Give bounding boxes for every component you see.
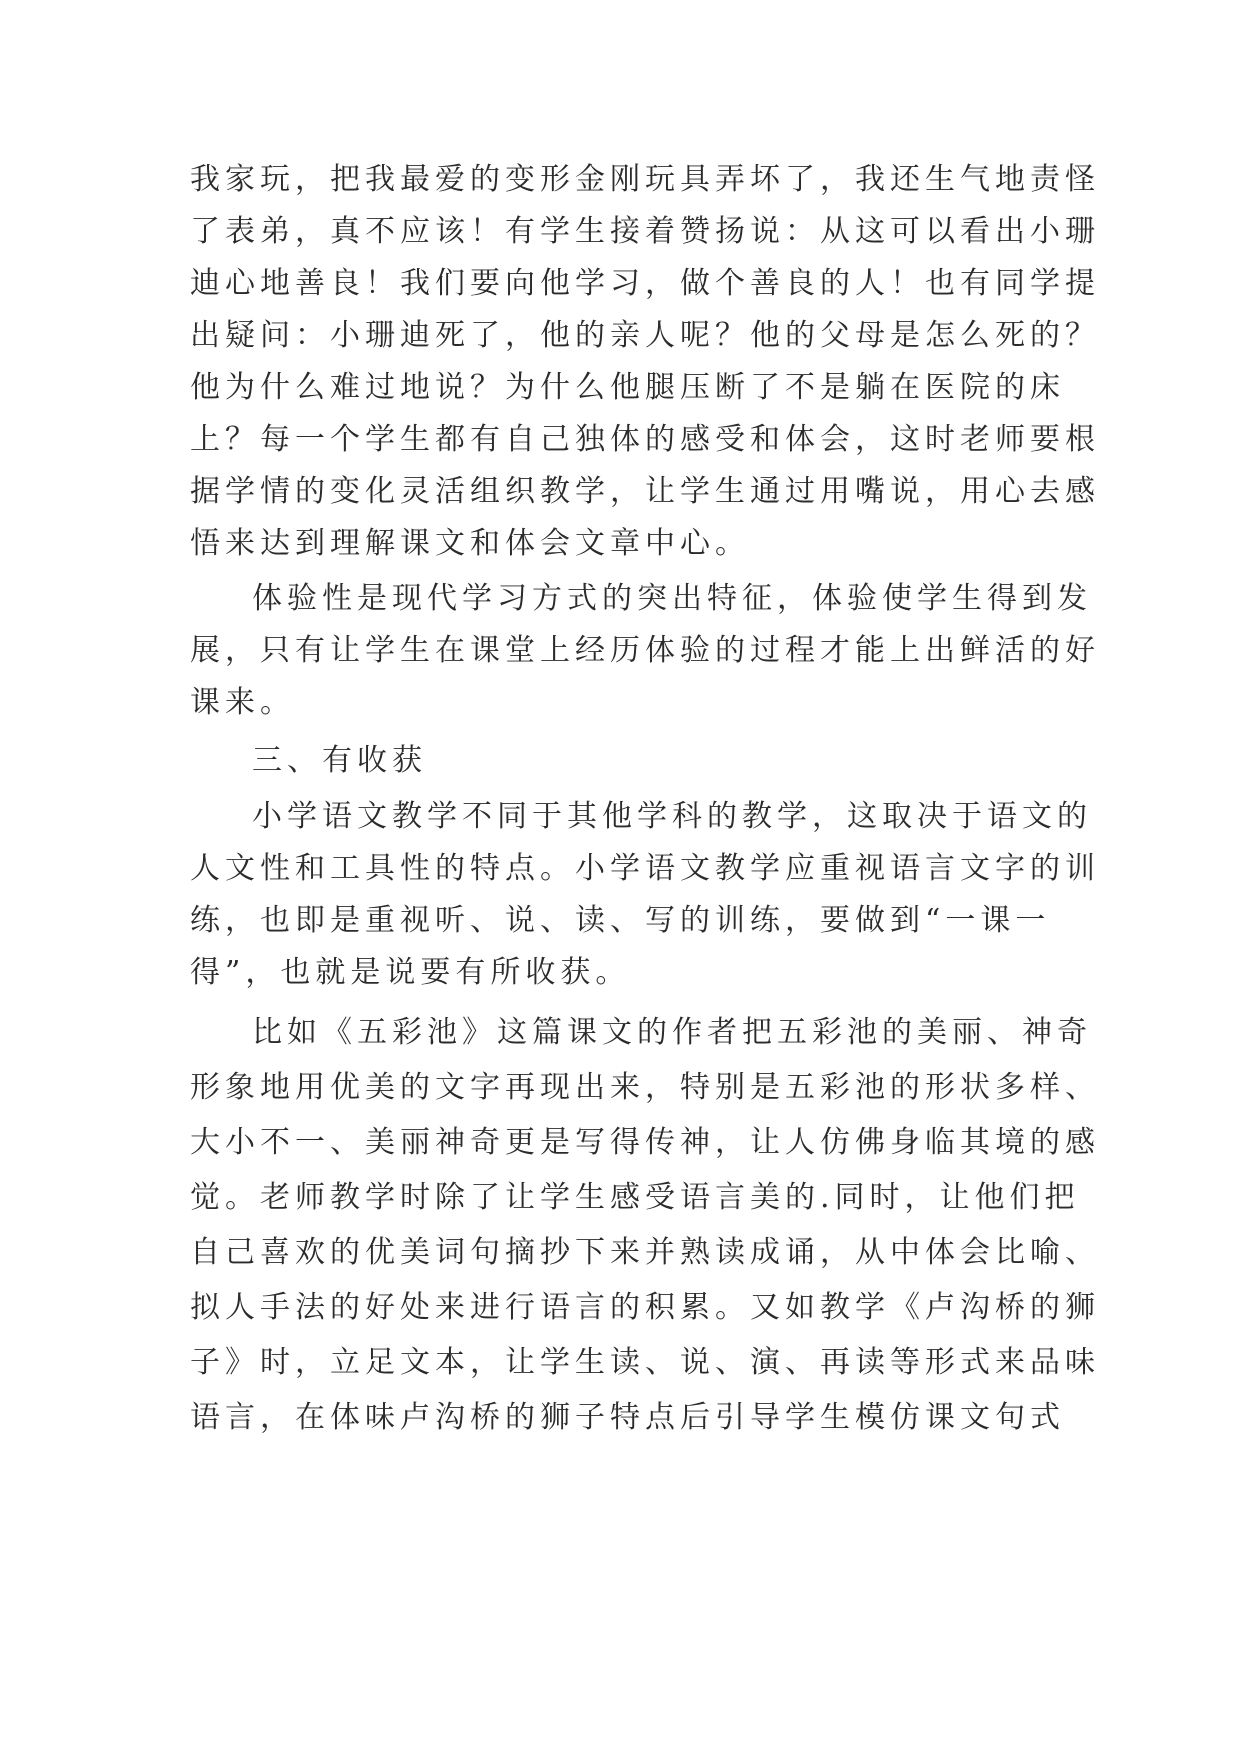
text-line: 出疑问：小珊迪死了，他的亲人呢？他的父母是怎么死的？ bbox=[190, 318, 1100, 353]
text-line-indent: 比如《五彩池》这篇课文的作者把五彩池的美丽、神奇 bbox=[252, 1015, 1092, 1050]
text-line: 大小不一、美丽神奇更是写得传神，让人仿佛身临其境的感 bbox=[190, 1125, 1100, 1160]
text-line: 拟人手法的好处来进行语言的积累。又如教学《卢沟桥的狮 bbox=[190, 1290, 1100, 1325]
text-line: 得”，也就是说要有所收获。 bbox=[190, 955, 631, 990]
text-line: 据学情的变化灵活组织教学，让学生通过用嘴说，用心去感 bbox=[190, 474, 1100, 509]
text-line: 形象地用优美的文字再现出来，特别是五彩池的形状多样、 bbox=[190, 1070, 1100, 1105]
text-line-indent: 体验性是现代学习方式的突出特征，体验使学生得到发 bbox=[252, 581, 1092, 616]
text-line: 语言，在体味卢沟桥的狮子特点后引导学生模仿课文句式 bbox=[190, 1400, 1065, 1435]
text-line: 人文性和工具性的特点。小学语文教学应重视语言文字的训 bbox=[190, 851, 1100, 886]
section-heading: 三、有收获 bbox=[252, 743, 427, 778]
text-line: 悟来达到理解课文和体会文章中心。 bbox=[190, 526, 750, 561]
text-line: 他为什么难过地说？为什么他腿压断了不是躺在医院的床 bbox=[190, 370, 1065, 405]
text-line: 迪心地善良！我们要向他学习，做个善良的人！也有同学提 bbox=[190, 266, 1100, 301]
text-line: 展，只有让学生在课堂上经历体验的过程才能上出鲜活的好 bbox=[190, 633, 1100, 668]
text-line: 课来。 bbox=[190, 685, 295, 720]
text-line: 觉。老师教学时除了让学生感受语言美的.同时，让他们把 bbox=[190, 1180, 1080, 1215]
text-line: 上？每一个学生都有自己独体的感受和体会，这时老师要根 bbox=[190, 422, 1100, 457]
text-line: 子》时，立足文本，让学生读、说、演、再读等形式来品味 bbox=[190, 1345, 1100, 1380]
text-line: 了表弟，真不应该！有学生接着赞扬说：从这可以看出小珊 bbox=[190, 214, 1100, 249]
text-line-indent: 小学语文教学不同于其他学科的教学，这取决于语文的 bbox=[252, 799, 1092, 834]
text-line: 自己喜欢的优美词句摘抄下来并熟读成诵，从中体会比喻、 bbox=[190, 1235, 1100, 1270]
text-line: 练，也即是重视听、说、读、写的训练，要做到“一课一 bbox=[190, 903, 1051, 938]
text-line: 我家玩，把我最爱的变形金刚玩具弄坏了，我还生气地责怪 bbox=[190, 162, 1100, 197]
